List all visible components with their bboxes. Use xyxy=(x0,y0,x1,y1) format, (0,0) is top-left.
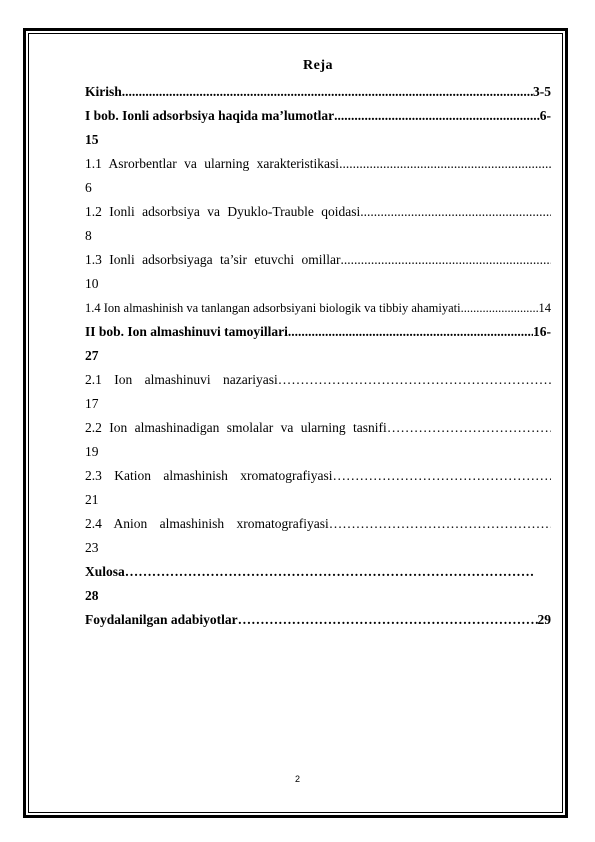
toc-entry-label: 1.2 Ionli adsorbsiya va Dyuklo-Trauble qoidasi xyxy=(85,204,361,219)
toc-entry-label: 2.4 Anion almashinish xromatografiyasi xyxy=(85,516,329,531)
toc-entry-label: Foydalanilgan adabiyotlar xyxy=(85,612,238,627)
toc-entry-label: II bob. Ion almashinuvi tamoyillari xyxy=(85,324,288,339)
toc-entry-kirish[interactable] xyxy=(85,80,551,104)
toc-entry-page: 17 xyxy=(85,396,99,411)
toc-entry-2-3[interactable] xyxy=(85,464,551,512)
toc-entry-1-2[interactable] xyxy=(85,200,551,248)
toc-entry-label: 2.3 Kation almashinish xromatografiyasi xyxy=(85,468,333,483)
table-of-contents xyxy=(85,56,551,632)
toc-entry-1-4[interactable] xyxy=(85,296,551,320)
toc-entry-page-cont: 27 xyxy=(85,348,99,363)
leader-dots xyxy=(329,512,551,536)
toc-entry-page: 10 xyxy=(85,276,99,291)
toc-entry-1-3[interactable] xyxy=(85,248,551,296)
toc-entry-2-4[interactable] xyxy=(85,512,551,560)
leader-dots xyxy=(334,104,540,128)
toc-entry-page-cont: 15 xyxy=(85,132,99,147)
toc-entry-page: 14 xyxy=(538,301,551,315)
leader-dots xyxy=(288,320,533,344)
toc-entry-label: 1.1 Asrorbentlar va ularning xarakteristikasi xyxy=(85,156,340,171)
leader-dots xyxy=(238,608,538,632)
toc-entry-label: 2.1 Ion almashinuvi nazariyasi xyxy=(85,372,278,387)
leader-dots xyxy=(278,368,551,392)
toc-entry-page: 21 xyxy=(85,492,99,507)
leader-dots xyxy=(340,248,551,272)
toc-entry-1-1[interactable] xyxy=(85,152,551,200)
page-number: 2 xyxy=(294,774,300,784)
leader-dots xyxy=(360,200,551,224)
toc-entry-label: I bob. Ionli adsorbsiya haqida ma’lumotlar xyxy=(85,108,335,123)
toc-entry-page: 28 xyxy=(85,588,99,603)
toc-entry-label: 1.4 Ion almashinish va tanlangan adsorbsiyani biologik va tibbiy ahamiyati xyxy=(85,301,461,315)
toc-entry-2-1[interactable] xyxy=(85,368,551,416)
toc-entry-page: 16- xyxy=(533,324,551,339)
leader-dots xyxy=(461,296,539,320)
toc-entry-page: 23 xyxy=(85,540,99,555)
toc-entry-chapter-1[interactable] xyxy=(85,104,551,152)
toc-entry-label: 1.3 Ionli adsorbsiyaga ta’sir etuvchi omillar xyxy=(85,252,341,267)
toc-entry-2-2[interactable] xyxy=(85,416,551,464)
toc-entry-page: 29 xyxy=(537,612,551,627)
toc-entry-references[interactable] xyxy=(85,608,551,632)
toc-entry-page: 3-5 xyxy=(533,84,551,99)
leader-dots xyxy=(387,416,551,440)
toc-entry-page: 19 xyxy=(85,444,99,459)
leader-dots xyxy=(339,152,551,176)
toc-entry-label: 2.2 Ion almashinadigan smolalar va ularning tasnifi xyxy=(85,420,387,435)
toc-entry-page: 6 xyxy=(85,180,92,195)
toc-entry-chapter-2[interactable] xyxy=(85,320,551,368)
leader-dots xyxy=(125,560,535,584)
toc-entry-label: Kirish xyxy=(85,84,122,99)
toc-entry-page: 8 xyxy=(85,228,92,243)
toc-entry-xulosa[interactable] xyxy=(85,560,551,608)
leader-dots xyxy=(332,464,551,488)
toc-title: Reja xyxy=(303,58,333,73)
toc-entry-label: Xulosa xyxy=(85,564,125,579)
toc-entry-page: 6- xyxy=(539,108,551,123)
leader-dots xyxy=(122,80,533,104)
